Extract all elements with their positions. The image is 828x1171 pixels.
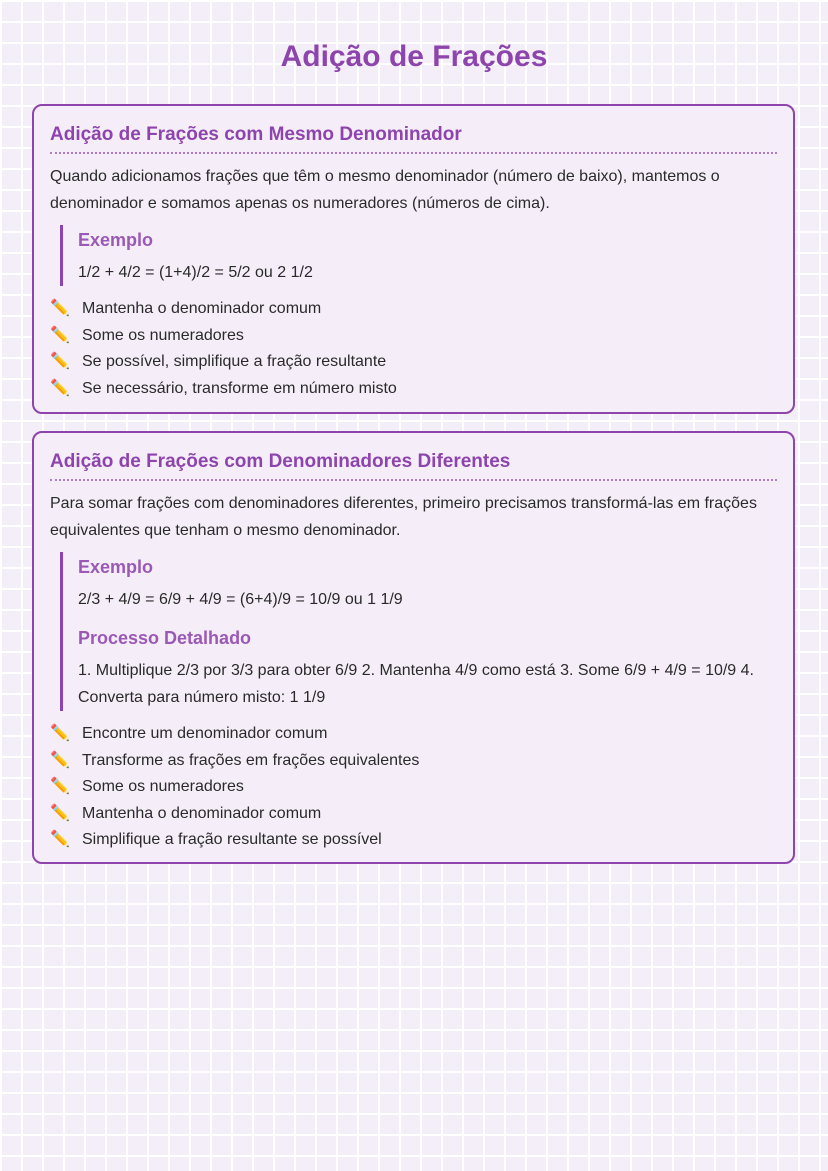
section-intro: Quando adicionamos frações que têm o mesmo denominador (número de baixo), mantemos o denominador e somamos apenas os numeradores (números de cima). [50, 168, 720, 212]
pencil-icon: ✏️ [50, 831, 70, 849]
pencil-icon: ✏️ [50, 725, 70, 742]
process-title: Processo Detalhado [78, 628, 252, 648]
example-title: Exemplo [78, 230, 154, 250]
tips-list [50, 721, 777, 854]
tip-item [50, 774, 777, 801]
tip-text: Transforme as frações em frações equivalentes [82, 751, 420, 769]
tip-text: Simplifique a fração resultante se possível [82, 831, 382, 849]
tip-text: Se possível, simplifique a fração resultante [82, 353, 387, 371]
section-title: Adição de Frações com Mesmo Denominador [50, 124, 777, 154]
page-title: Adição de Frações [280, 40, 548, 73]
pencil-icon: ✏️ [50, 300, 70, 317]
section-intro: Para somar frações com denominadores diferentes, primeiro precisamos transformá-las em frações equivalentes que tenham o mesmo denominador. [50, 495, 757, 539]
tip-text: Mantenha o denominador comum [82, 300, 322, 317]
section-card-same-denominator [32, 104, 795, 414]
tip-item [50, 323, 777, 350]
tip-text: Se necessário, transforme em número misto [82, 379, 397, 397]
pencil-icon: ✏️ [50, 326, 70, 344]
example-text: 2/3 + 4/9 = 6/9 + 4/9 = (6+4)/9 = 10/9 ou 1 1/9 [78, 591, 403, 608]
tips-list [50, 296, 777, 402]
example-box [60, 225, 777, 286]
tip-item [50, 349, 777, 376]
pencil-icon: ✏️ [50, 379, 70, 397]
tip-text: Some os numeradores [82, 778, 244, 796]
process-text: 1. Multiplique 2/3 por 3/3 para obter 6/9 2. Mantenha 4/9 como está 3. Some 6/9 + 4/9 = 10/9 4. Converta para número misto: 1 1/9 [78, 662, 754, 706]
tip-item [50, 296, 777, 323]
tip-item [50, 721, 777, 748]
pencil-icon: ✏️ [50, 778, 70, 796]
tip-text: Some os numeradores [82, 326, 244, 344]
pencil-icon: ✏️ [50, 804, 70, 822]
section-title: Adição de Frações com Denominadores Diferentes [50, 451, 777, 481]
pencil-icon: ✏️ [50, 751, 70, 769]
example-title: Exemplo [78, 557, 154, 577]
tip-item [50, 748, 777, 775]
tip-item [50, 801, 777, 828]
example-text: 1/2 + 4/2 = (1+4)/2 = 5/2 ou 2 1/2 [78, 264, 313, 281]
example-box [60, 552, 777, 711]
tip-item [50, 376, 777, 403]
pencil-icon: ✏️ [50, 353, 70, 371]
tip-text: Mantenha o denominador comum [82, 804, 322, 822]
section-card-different-denominators [32, 431, 795, 864]
tip-item [50, 827, 777, 854]
tip-text: Encontre um denominador comum [82, 725, 328, 742]
